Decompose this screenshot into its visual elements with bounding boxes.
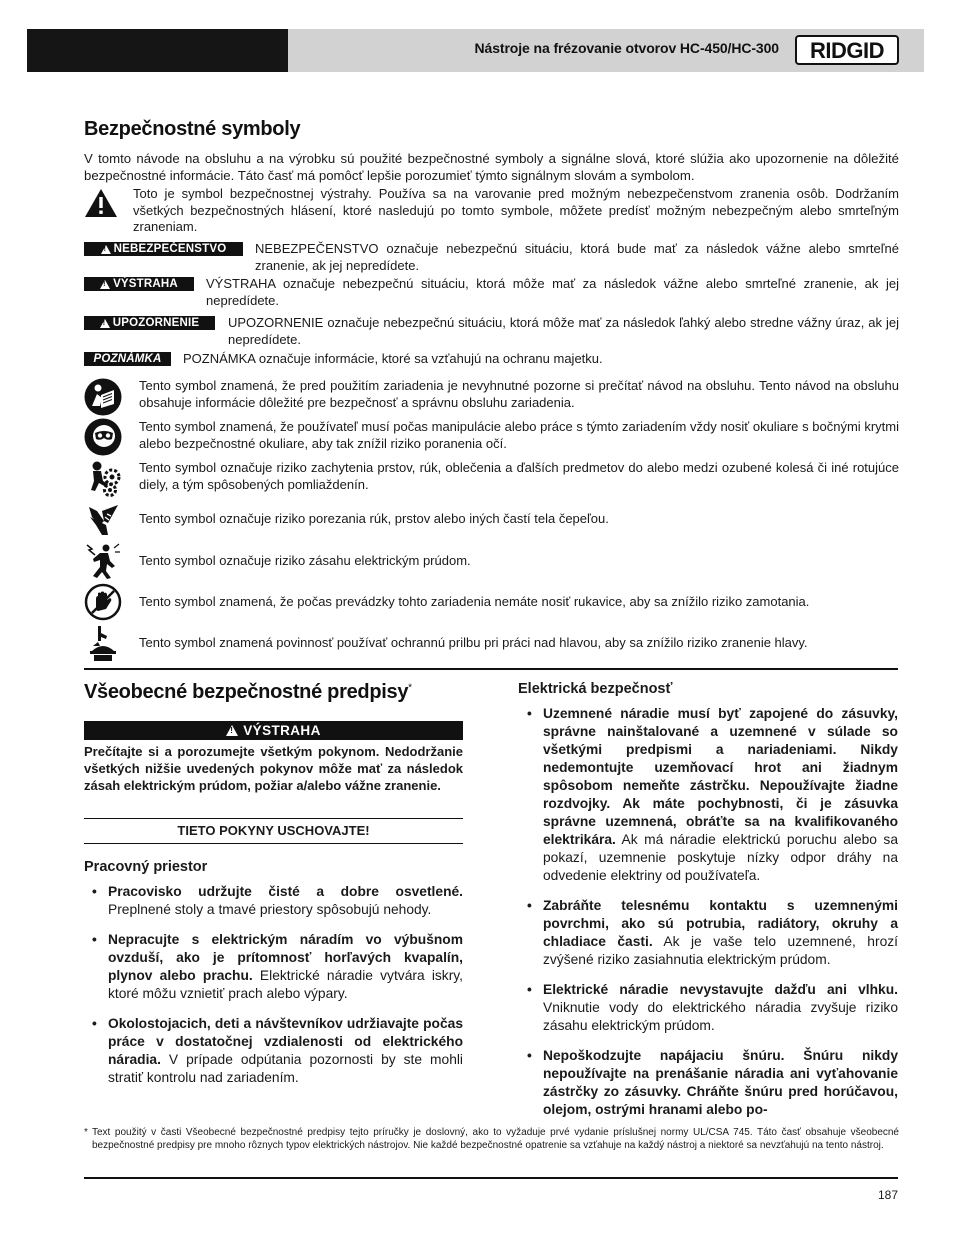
signal-row-warning (84, 276, 899, 310)
footnote-mark: * (408, 682, 412, 694)
electrical-safety-heading: Elektrická bezpečnosť (518, 681, 673, 697)
warning-triangle-icon (101, 245, 111, 254)
electric-shock-icon (84, 542, 122, 580)
section-heading-safety-symbols: Bezpečnostné symboly (84, 118, 301, 140)
safety-alert-icon (84, 188, 118, 218)
ridgid-logo (795, 35, 899, 65)
list-item-text: Preplnené stoly a tmavé priestory spôsobujú nehody. (108, 902, 432, 917)
danger-label (84, 242, 243, 256)
safety-glasses-text: Tento symbol znamená, že používateľ musí počas manipulácie alebo práce s týmto zariadením vždy nosiť okuliare s bočnými krytmi alebo bezpečnostné okuliare, aby tak znížil riziko poranenia očí. (139, 419, 899, 451)
list-item-bold: Nepracujte s elektrickým náradím vo výbušnom ovzduší, ako je prítomnosť horľavých kvapalín, plynov alebo prachu. (108, 932, 463, 983)
warning-banner-label: VÝSTRAHA (243, 723, 321, 738)
signal-row-danger (84, 241, 899, 275)
no-gloves-text: Tento symbol znamená, že počas prevádzky tohto zariadenia nemáte nosiť rukavice, aby sa znížilo riziko zamotania. (139, 594, 810, 609)
caution-label-text: UPOZORNENIE (112, 317, 200, 329)
entanglement-gears-icon (84, 459, 122, 497)
entanglement-text: Tento symbol označuje riziko zachytenia prstov, rúk, oblečenia a ďalších predmetov do alebo medzi ozubené kolesá či iné rotujúce diely, a tým spôsobených pomliaždenín. (139, 460, 899, 492)
hard-hat-text: Tento symbol znamená povinnosť používať ochrannú prilbu pri práci nad hlavou, aby sa znížilo riziko zranenie hlavy. (139, 635, 808, 650)
section-heading-general-rules (84, 681, 412, 704)
list-item-bold: Pracovisko udržujte čisté a dobre osvetlené. (108, 884, 463, 899)
cut-hazard-icon (84, 501, 122, 539)
signal-row-caution (84, 315, 899, 349)
list-item (108, 931, 463, 1003)
caution-label (84, 316, 215, 330)
danger-text: NEBEZPEČENSTVO označuje nebezpečnú situáciu, ktorá bude mať za následok vážne alebo smrteľné zranenie, ak jej nepredídete. (255, 241, 899, 273)
list-item-bold: Zabráňte telesnému kontaktu s uzemnenými povrchmi, ako sú potrubia, radiátory, okruhy a chladiace časti. (543, 898, 898, 949)
page-number: 187 (877, 1188, 898, 1202)
list-item-bold: Uzemnené náradie musí byť zapojené do zásuvky, správne nainštalované a uzemnené v súlade so všetkými predpismi a nariadeniami. Nikdy nedemontujte uzemňovací hrot ani žiadnym spôsobom nemeňte zástrčku. Nepoužívajte žiadne rozdvojky. Ak máte pochybnosti, či je zásuvka správne uzemnená, obráťte sa na kvalifikovaného elektrikára. (543, 706, 898, 847)
header-black-band (27, 29, 288, 72)
list-item-text: V prípade odpútania pozornosti by ste mohli stratiť kontrolu nad zariadením. (108, 1052, 463, 1085)
list-item-text: Ak má náradie elektrickú poruchu alebo sa pokazí, uzemnenie poskytuje nízky odpor dráhy na odvedenie elektriny od používateľa. (543, 832, 898, 883)
warning-triangle-icon (100, 280, 110, 289)
warning-text: VÝSTRAHA označuje nebezpečnú situáciu, ktorá môže mať za následok vážne alebo smrteľné zranenie, ak jej nepredídete. (206, 276, 899, 308)
list-item (543, 897, 898, 969)
read-manual-icon (84, 378, 122, 416)
cut-hazard-text: Tento symbol označuje riziko porezania rúk, prstov alebo iných častí tela čepeľou. (139, 511, 609, 526)
footer-divider (84, 1177, 898, 1179)
work-area-list (108, 883, 463, 1099)
list-item (543, 705, 898, 885)
warning-label-text: VÝSTRAHA (113, 278, 178, 290)
footnote (84, 1126, 899, 1152)
list-item (543, 1047, 898, 1119)
list-item-text: Elektrické náradie vytvára iskry, ktoré môžu vznietiť prach alebo výpary. (108, 968, 463, 1001)
caution-text: UPOZORNENIE označuje nebezpečnú situáciu, ktorá môže mať za následok ľahký alebo stredne vážny úraz, ak jej nepredídete. (228, 315, 899, 347)
electrical-safety-list (543, 705, 898, 1131)
general-rules-title: Všeobecné bezpečnostné predpisy (84, 681, 409, 703)
list-item-text: Ak je vaše telo uzemnené, hrozí zvýšené riziko zasiahnutia elektrickým prúdom. (543, 934, 898, 967)
signal-row-notice (84, 351, 899, 369)
warning-triangle-icon (226, 725, 238, 736)
danger-label-text: NEBEZPEČENSTVO (113, 243, 227, 255)
footnote-star: * (84, 1127, 88, 1138)
svg-text:RIDGID: RIDGID (810, 38, 884, 63)
alert-symbol-text: Toto je symbol bezpečnostnej výstrahy. Používa sa na varovanie pred možným nebezpečenstvom zranenia osôb. Dodržaním všetkých bezpečnostných hlásení, ktoré nasledujú po tomto symbole, môžete predísť možným nebezpečným alebo smrteľným zraneniam. (133, 186, 899, 234)
list-item (543, 981, 898, 1035)
warning-banner (84, 721, 463, 740)
safety-glasses-icon (84, 418, 122, 456)
list-item (108, 883, 463, 919)
electric-shock-text: Tento symbol označuje riziko zásahu elektrickým prúdom. (139, 553, 471, 568)
hard-hat-icon (84, 624, 122, 662)
safety-intro-text: V tomto návode na obsluhu a na výrobku sú použité bezpečnostné symboly a signálne slová, ktoré slúžia ako upozornenie na dôležité bezpečnostné informácie. Táto časť má pomôcť lepšie porozumieť týmto signálnym slovám a symbolom. (84, 151, 899, 183)
list-item-text: Vniknutie vody do elektrického náradia zvyšuje riziko zásahu elektrickým prúdom. (543, 1000, 898, 1033)
list-item (108, 1015, 463, 1087)
work-area-heading: Pracovný priestor (84, 859, 208, 875)
section-divider (84, 668, 898, 670)
no-gloves-icon (84, 583, 122, 621)
notice-text: POZNÁMKA označuje informácie, ktoré sa vzťahujú na ochranu majetku. (183, 351, 603, 366)
warning-triangle-icon (100, 319, 110, 328)
list-item-bold: Nepoškodzujte napájaciu šnúru. Šnúru nikdy nepoužívajte na prenášanie náradia ani vyťahovanie zástrčky zo zásuvky. Chráňte šnúru pred horúčavou, olejom, ostrými hranami alebo po- (543, 1048, 898, 1117)
save-instructions-banner: TIETO POKYNY USCHOVAJTE! (84, 818, 463, 844)
list-item-bold: Okolostojacich, deti a návštevníkov udržiavajte počas práce v dostatočnej vzdialenosti od elektrického náradia. (108, 1016, 463, 1067)
footnote-text: Text použitý v časti Všeobecné bezpečnostné predpisy tejto príručky je doslovný, ako to vyžaduje prvé vydanie príslušnej normy UL/CSA 745. Táto časť obsahuje všeobecné bezpečnostné predpisy pre mnoho rôznych typov elektrických nástrojov. Nie každé bezpečnostné opatrenie sa vzťahuje na každý nástroj a niektoré sa nevzťahujú na tento nástroj. (92, 1127, 899, 1151)
read-manual-text: Tento symbol znamená, že pred použitím zariadenia je nevyhnutné pozorne si prečítať návod na obsluhu. Tento návod na obsluhu obsahuje informácie dôležité pre bezpečnosť a správnu obsluhu zariadenia. (139, 378, 899, 410)
header-title: Nástroje na frézovanie otvorov HC-450/HC-300 (474, 40, 779, 56)
warning-label (84, 277, 194, 291)
list-item-bold: Elektrické náradie nevystavujte dažďu ani vlhku. (543, 982, 898, 997)
warning-banner-text: Prečítajte si a porozumejte všetkým pokynom. Nedodržanie všetkých nižšie uvedených pokynov môže mať za následok zásah elektrickým prúdom, požiar a/alebo vážne zranenie. (84, 744, 463, 793)
notice-label: POZNÁMKA (84, 352, 171, 366)
